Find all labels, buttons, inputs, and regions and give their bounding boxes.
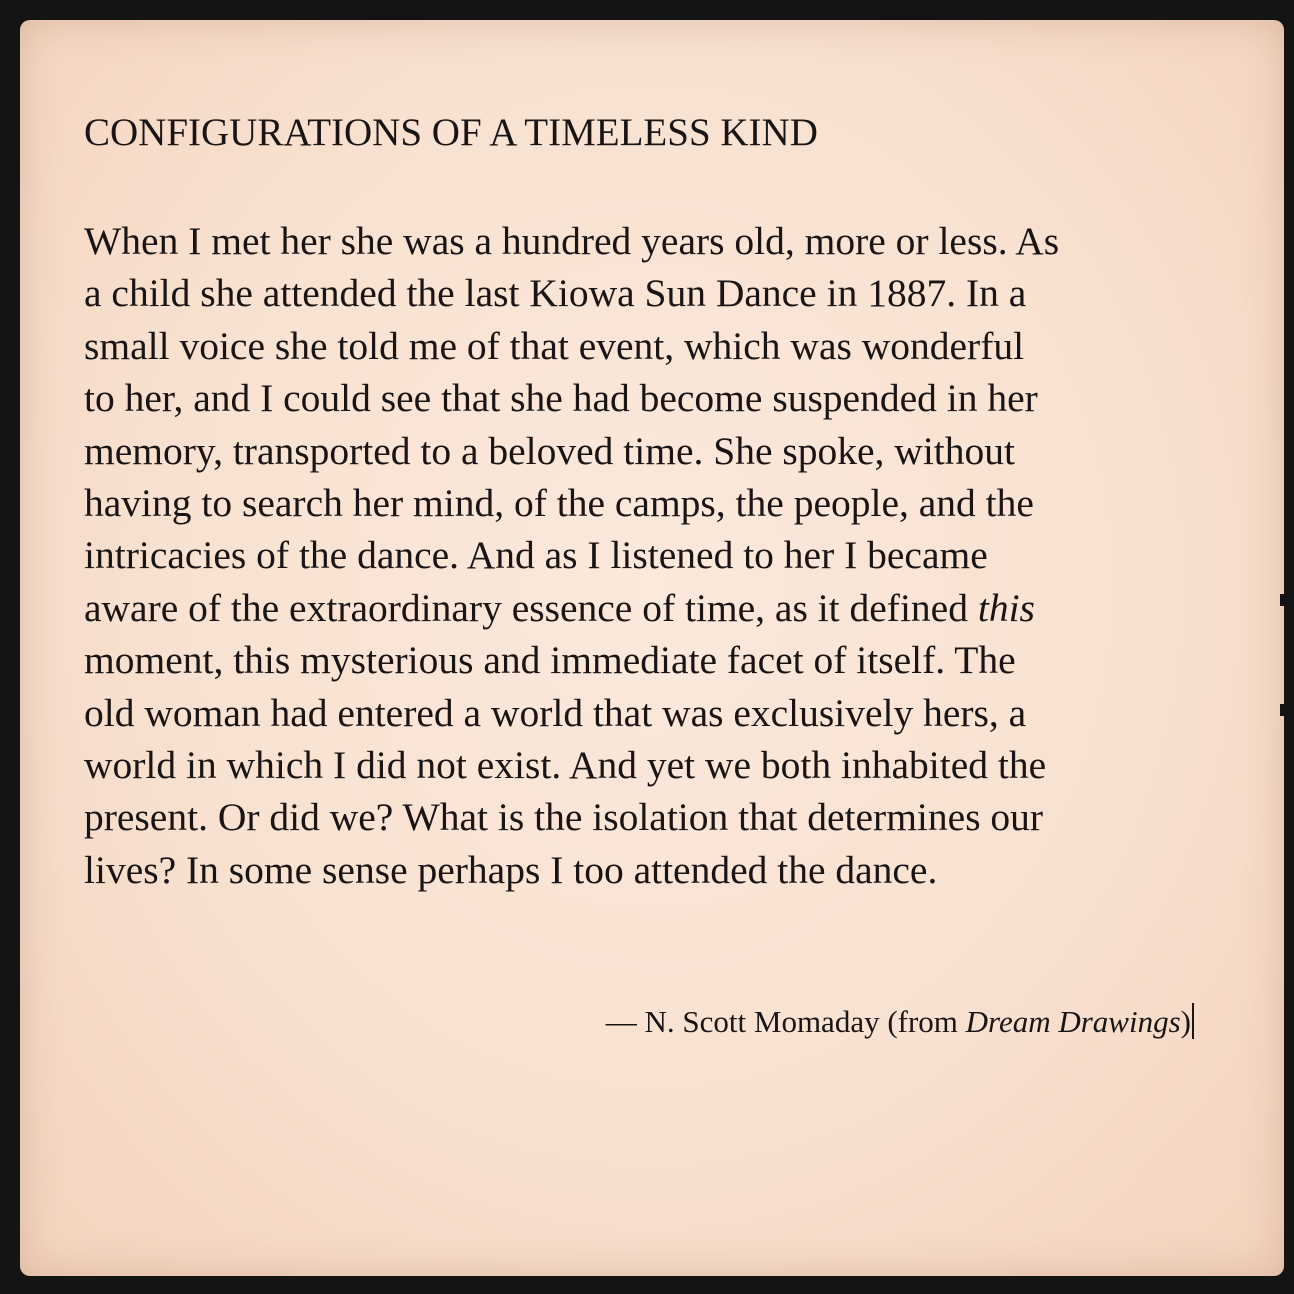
body-paragraph bbox=[84, 215, 1204, 896]
body-line: When I met her she was a hundred years old, more or less. As bbox=[84, 219, 1060, 263]
body-line: a child she attended the last Kiowa Sun Dance in 1887. In a bbox=[84, 271, 1027, 316]
attribution-book-title: Dream Drawings bbox=[965, 1004, 1181, 1039]
document-title: CONFIGURATIONS OF A TIMELESS KIND bbox=[84, 111, 818, 154]
body-line: moment, this mysterious and immediate facet of itself. The bbox=[84, 638, 1016, 683]
paper-edge-nick bbox=[1280, 594, 1290, 606]
body-line: lives? In some sense perhaps I too attended the dance. bbox=[84, 847, 938, 892]
body-line: old woman had entered a world that was exclusively hers, a bbox=[84, 690, 1027, 735]
body-line: present. Or did we? What is the isolation that determines our bbox=[84, 795, 1044, 840]
body-line-text: aware of the extraordinary essence of time, as it defined bbox=[84, 585, 978, 630]
body-line bbox=[84, 582, 1204, 634]
body-line: small voice she told me of that event, which was wonderful bbox=[84, 323, 1025, 368]
attribution-author: — N. Scott Momaday (from bbox=[605, 1004, 966, 1039]
body-line: to her, and I could see that she had become suspended in her bbox=[84, 376, 1038, 421]
body-line: having to search her mind, of the camps, the people, and the bbox=[84, 481, 1034, 526]
attribution bbox=[606, 1002, 1194, 1042]
emphasized-word: this bbox=[977, 585, 1035, 630]
paper-edge-nick bbox=[1280, 704, 1290, 716]
body-line: intricacies of the dance. And as I listened to her I became bbox=[84, 533, 988, 578]
attribution-close: ) bbox=[1180, 1004, 1191, 1039]
body-line: world in which I did not exist. And yet we both inhabited the bbox=[84, 743, 1047, 788]
text-cursor bbox=[1192, 1003, 1194, 1039]
body-line: memory, transported to a beloved time. She spoke, without bbox=[84, 428, 1015, 473]
